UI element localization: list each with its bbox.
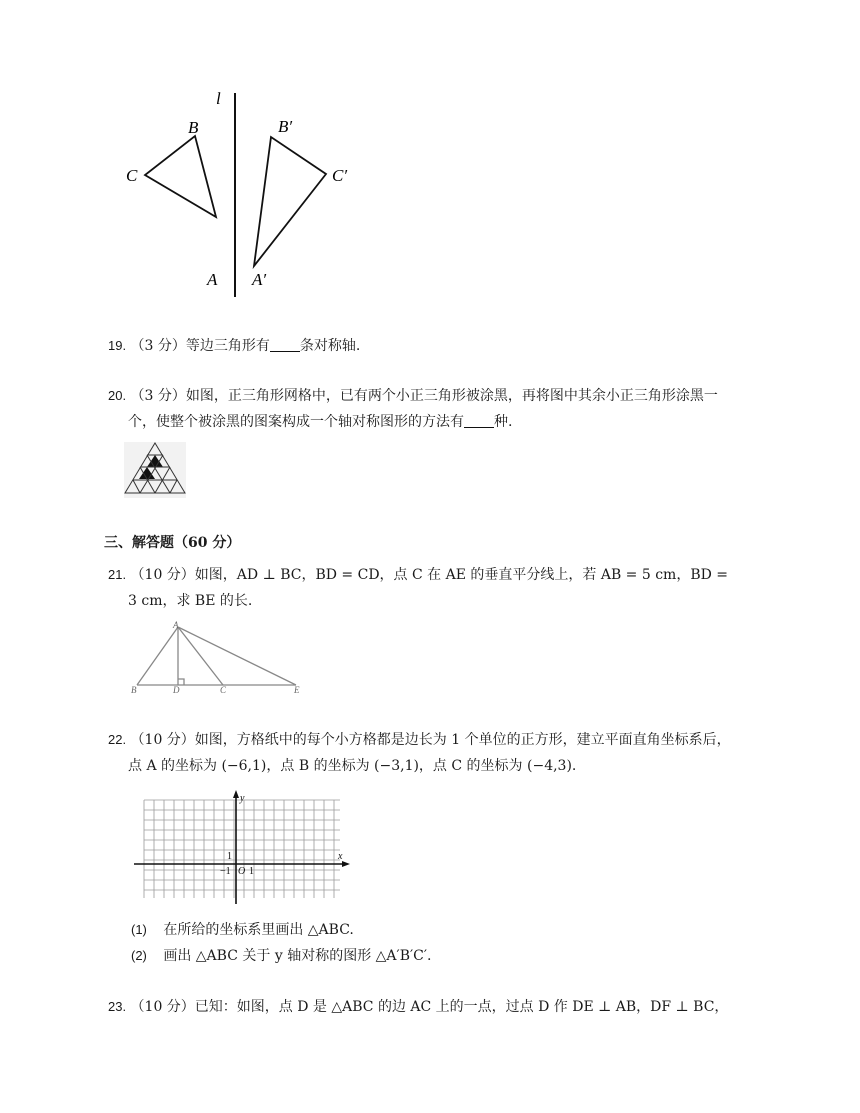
q20-score: （3 分） — [130, 388, 186, 404]
q22-sub1-number: (1) — [131, 922, 147, 937]
label-c-prime: C′ — [332, 166, 348, 185]
q21-number: 21. — [108, 567, 127, 582]
q20-line2-before: 个，使整个被涂黑的图案构成一个轴对称图形的方法有 — [128, 414, 464, 430]
q20-line2-after: 种. — [494, 414, 513, 430]
tick-label-y-1: 1 — [227, 851, 232, 862]
q19-text-before: 等边三角形有 — [185, 338, 270, 354]
q19-answer-blank — [270, 337, 300, 352]
axis-label: l — [216, 89, 221, 108]
section-3-heading: 三、解答题（60 分） — [104, 535, 241, 551]
q19-score: （3 分） — [130, 338, 186, 354]
q20-answer-blank — [464, 413, 494, 428]
q19-text-after: 条对称轴. — [299, 338, 361, 354]
q19-number: 19. — [108, 338, 127, 353]
label-a: A — [207, 270, 218, 289]
label-b: B — [188, 118, 199, 137]
fig21-label-a: A — [173, 620, 179, 630]
q22-sub2 — [131, 946, 432, 966]
label-b-prime: B′ — [278, 117, 293, 136]
triangle-abc — [145, 136, 216, 217]
y-axis-label: y — [240, 793, 245, 804]
q23-line1: 已知：如图，点 D 是 △ABC 的边 AC 上的一点，过点 D 作 DE ⊥ AB，DF ⊥ BC， — [194, 999, 729, 1015]
triangle-abc-prime — [254, 137, 326, 266]
label-a-prime: A′ — [252, 270, 267, 289]
y-axis-arrow — [233, 790, 239, 798]
mirror-triangles-figure — [120, 80, 370, 305]
tick-label-x-1: 1 — [249, 866, 254, 877]
fig21-label-d: D — [173, 685, 180, 695]
question-22-line1 — [108, 730, 731, 750]
coordinate-grid-figure — [132, 788, 352, 908]
tick-label-x-neg1: −1 — [220, 866, 231, 877]
fig21-label-e: E — [294, 685, 300, 695]
x-axis-label: x — [338, 851, 343, 862]
q21-line1: 如图，AD ⊥ BC，BD = CD，点 C 在 AE 的垂直平分线上，若 AB = 5 cm，BD = — [194, 567, 729, 583]
question-20-line2 — [128, 412, 512, 432]
fig21-label-c: C — [220, 685, 227, 695]
question-22-line2: 点 A 的坐标为 (−6,1)，点 B 的坐标为 (−3,1)，点 C 的坐标为 (−4,3). — [128, 758, 577, 774]
question-21-line1 — [108, 565, 728, 585]
q22-number: 22. — [108, 732, 127, 747]
question-23-line1 — [108, 997, 728, 1017]
q22-sub1 — [131, 920, 354, 940]
fig21-label-b: B — [131, 685, 137, 695]
q22-sub2-number: (2) — [131, 948, 147, 963]
question-21-line2: 3 cm，求 BE 的长. — [128, 593, 253, 609]
question-19 — [108, 336, 360, 356]
q23-score: （10 分） — [130, 999, 195, 1015]
q22-sub1-text: 在所给的坐标系里画出 △ABC. — [163, 922, 354, 938]
x-axis-arrow — [342, 861, 350, 867]
origin-label: O — [238, 866, 246, 877]
q20-line1: 如图，正三角形网格中，已有两个小正三角形被涂黑，再将图中其余小正三角形涂黑一 — [185, 388, 718, 404]
label-c: C — [126, 166, 138, 185]
question-20-line1 — [108, 386, 718, 406]
triangle-grid-figure — [124, 442, 186, 498]
triangle-abe-figure — [128, 618, 308, 698]
q21-score: （10 分） — [130, 567, 195, 583]
q22-score: （10 分） — [130, 732, 195, 748]
q22-line1: 如图，方格纸中的每个小方格都是边长为 1 个单位的正方形，建立平面直角坐标系后， — [194, 732, 731, 748]
q23-number: 23. — [108, 999, 127, 1014]
q20-number: 20. — [108, 388, 127, 403]
q22-sub2-text: 画出 △ABC 关于 y 轴对称的图形 △A′B′C′. — [163, 948, 432, 964]
